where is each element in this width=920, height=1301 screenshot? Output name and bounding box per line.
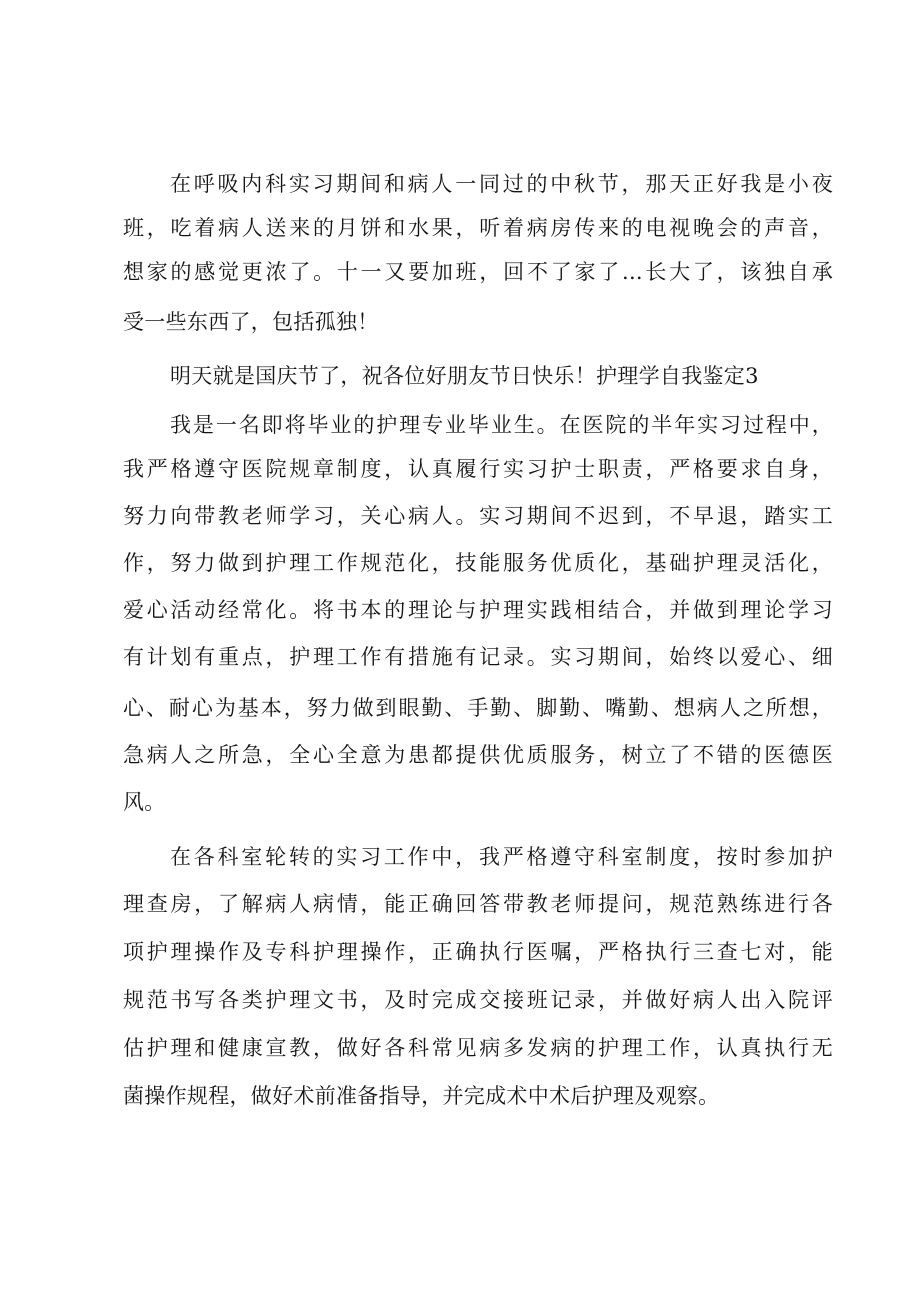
paragraph-line: 风。 bbox=[123, 790, 166, 814]
paragraph-line: 菌操作规程，做好术前准备指导，并完成术中术后护理及观察。 bbox=[123, 1084, 720, 1108]
paragraph-line: 作，努力做到护理工作规范化，技能服务优质化，基础护理灵活化， bbox=[123, 551, 833, 575]
paragraph-line: 我严格遵守医院规章制度，认真履行实习护士职责，严格要求自身， bbox=[123, 457, 833, 481]
paragraph-line: 在各科室轮转的实习工作中，我严格遵守科室制度，按时参加护 bbox=[170, 845, 833, 869]
paragraph-line: 心、耐心为基本，努力做到眼勤、手勤、脚勤、嘴勤、想病人之所想， bbox=[123, 696, 833, 720]
paragraph-line: 有计划有重点，护理工作有措施有记录。实习期间，始终以爱心、细 bbox=[123, 645, 833, 669]
paragraph-line: 努力向带教老师学习，关心病人。实习期间不迟到，不早退，踏实工 bbox=[123, 504, 833, 528]
paragraph-line: 急病人之所急，全心全意为患都提供优质服务，树立了不错的医德医 bbox=[123, 743, 833, 767]
paragraph-line: 理查房，了解病人病情，能正确回答带教老师提问，规范熟练进行各 bbox=[123, 892, 833, 916]
paragraph-line: 在呼吸内科实习期间和病人一同过的中秋节，那天正好我是小夜 bbox=[170, 172, 833, 196]
paragraph-line: 班，吃着病人送来的月饼和水果，听着病房传来的电视晚会的声音， bbox=[123, 216, 833, 240]
paragraph-line: 明天就是国庆节了，祝各位好朋友节日快乐！护理学自我鉴定3 bbox=[170, 364, 759, 388]
paragraph-line: 想家的感觉更浓了。十一又要加班，回不了家了...长大了，该独自承 bbox=[123, 260, 833, 284]
paragraph-line: 我是一名即将毕业的护理专业毕业生。在医院的半年实习过程中， bbox=[170, 413, 833, 437]
paragraph-line: 规范书写各类护理文书，及时完成交接班记录，并做好病人出入院评 bbox=[123, 988, 833, 1012]
paragraph-line: 爱心活动经常化。将书本的理论与护理实践相结合，并做到理论学习 bbox=[123, 598, 833, 622]
paragraph-line: 项护理操作及专科护理操作，正确执行医嘱，严格执行三查七对，能 bbox=[123, 940, 833, 964]
paragraph-line: 估护理和健康宣教，做好各科常见病多发病的护理工作，认真执行无 bbox=[123, 1036, 833, 1060]
paragraph-line: 受一些东西了，包括孤独！ bbox=[123, 310, 379, 334]
